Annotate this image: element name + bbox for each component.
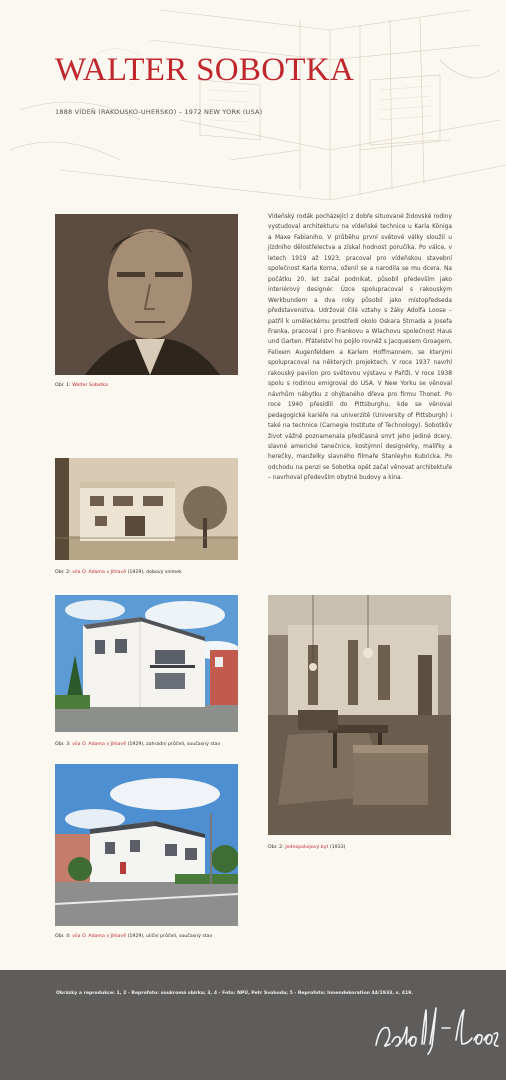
caption-1: Obr. 1: Walter Sobotka (55, 383, 108, 388)
caption-4-link[interactable]: vila O. Adama v Jihlavě (72, 934, 127, 939)
caption-3-link[interactable]: vila O. Adama v Jihlavě (72, 742, 127, 747)
villa-street-facade-photo (55, 764, 238, 926)
caption-2-link[interactable]: vila O. Adama v Jihlavě (72, 570, 127, 575)
adolf-loos-signature (372, 1000, 500, 1055)
interior-photo (268, 595, 451, 835)
caption-1-link[interactable]: Walter Sobotka (72, 383, 108, 388)
villa-historic-photo (55, 458, 238, 560)
caption-5: Obr. 2: Jednopokojový byt (1933) (268, 845, 346, 850)
portrait-photo (55, 214, 238, 375)
page-title: WALTER SOBOTKA (55, 52, 355, 88)
caption-4: Obr. 4: vila O. Adama v Jihlavě (1929), uliční průčelí, současný stav (55, 934, 213, 939)
biography-text: Vídeňský rodák pocházející z dobře situované židovské rodiny vystudoval architekturu na vídeňské technice u Karla Königa a Maxe Fabianiho. V průběhu první světové války sloužil u jízdního dělostřelectva a získal hodnost poručíka. Po válce, v letech 1919 až 1923, pracoval pro vídeňskou stavební společnost Karla Korna, oženil se a narodila se mu dcera. Na počátku 20. let začal podnikat, působil především jako interiérový designér. Úzce spolupracoval s rakouským Werkbundem a dva roky působil jako místopředseda představenstva. Udržoval čilé vztahy s žáky Adolfa Loose – patřil k uměleckému prostředí okolo Oskara Strnada a Josefa Franka, pracoval i pro Frankovu a Wlachovu společnost Haus und Garten. Přátelství ho pojilo rovněž s Jacquesem Groagem, Felixem Augenfeldem a Karlem Hoffmannem, se kterými spolupracoval na některých projektech. V roce 1937 navrhl rakouský pavilon pro světovou výstavu v Paříži. V roce 1938 spolu s rodinou emigroval do USA. V New Yorku se věnoval návrhům nábytku z ohýbaného dřeva pro firmu Thonet. Po roce 1940 přesídlil do Pittsburghu, kde se věnoval pedagogické kariéře na univerzitě (University of Pittsburgh) i také na technice (Carnegie Institute of Technology). Sobotkův život vážně poznamenala předčasná smrt jeho jediné dcery, slavné americké tanečnice, kostýmní designérky, malířky a herečky, manželky slavného filmaře Stanleyho Kubricka. Po odchodu na penzi se Sobotka opět začal věnovat architektuře – navrhoval především obytné budovy a kina. (268, 214, 452, 482)
caption-2: Obr. 2: vila O. Adama v Jihlavě (1929), dobový snímek (55, 570, 182, 575)
image-credits: Obrázky a reprodukce: 1, 2 - Reprofoto: soukromá sbírka; 3, 4 - Foto: NPÚ, Petr Svoboda; 5 - Reprofoto: Innendekoration 44/1933, s. 419. (56, 991, 414, 996)
caption-5-link[interactable]: Jednopokojový byt (285, 845, 329, 850)
caption-3: Obr. 3: vila O. Adama v Jihlavě (1929), zahradní průčelí, současný stav (55, 742, 221, 747)
footer-bar (0, 970, 506, 1080)
life-dates-subtitle: 1888 VÍDEŇ (RAKOUSKO-UHERSKO) – 1972 NEW YORK (USA) (55, 108, 263, 116)
villa-garden-facade-photo (55, 595, 238, 732)
